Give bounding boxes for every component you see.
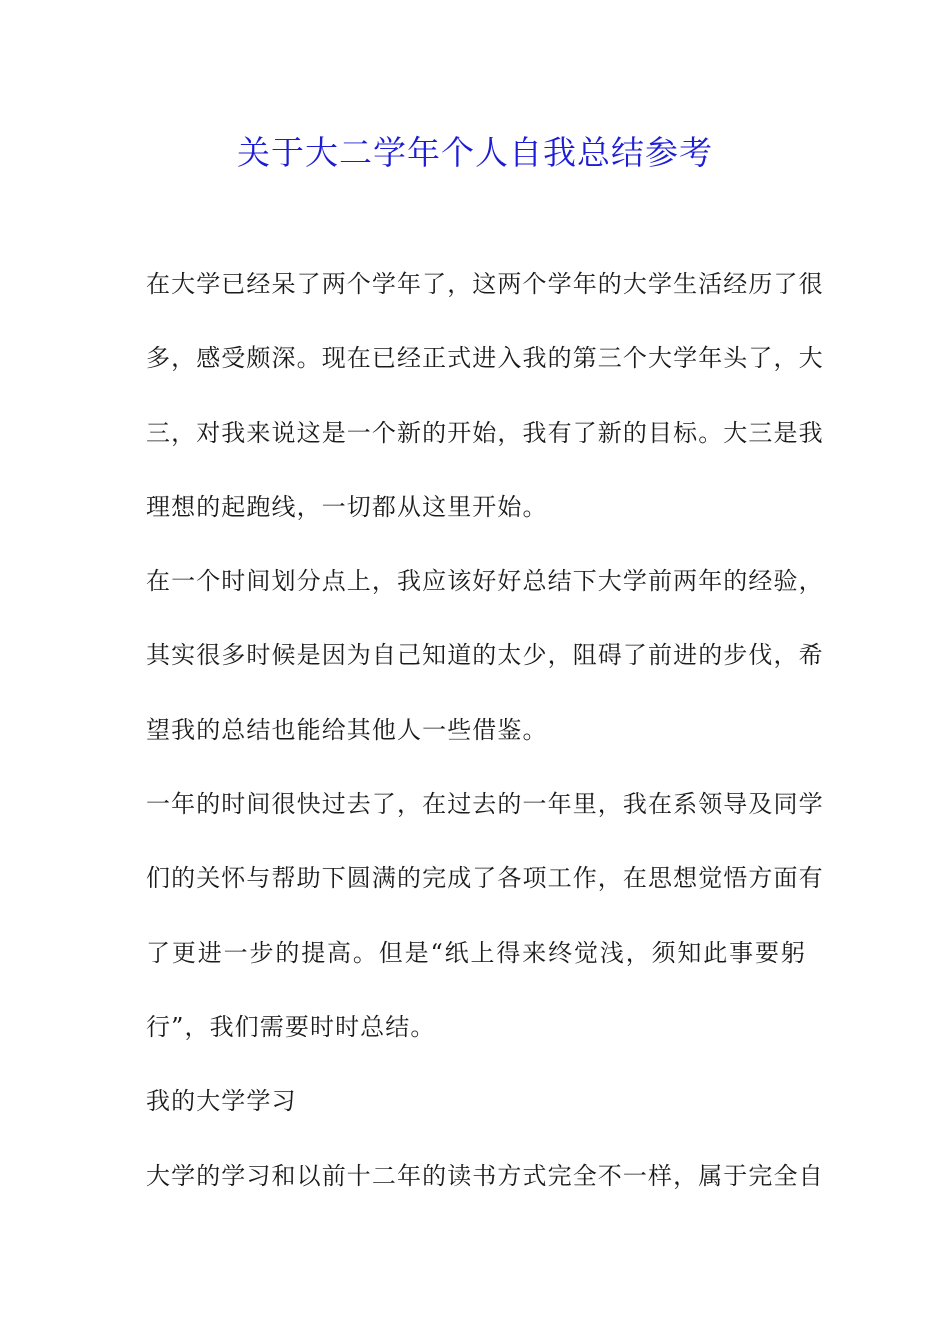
body-line: 三，对我来说这是一个新的开始，我有了新的目标。大三是我 — [146, 418, 824, 447]
body-line: 了更进一步的提高。但是“纸上得来终觉浅，须知此事要躬 — [146, 938, 806, 967]
body-line: 望我的总结也能给其他人一些借鉴。 — [146, 715, 548, 744]
body-line: 理想的起跑线，一切都从这里开始。 — [146, 492, 548, 521]
body-line: 一年的时间很快过去了，在过去的一年里，我在系领导及同学 — [146, 790, 824, 819]
body-line: 多，感受颇深。现在已经正式进入我的第三个大学年头了，大 — [146, 344, 824, 373]
section-heading: 我的大学学习 — [146, 1087, 297, 1116]
body-line: 在一个时间划分点上，我应该好好总结下大学前两年的经验， — [146, 567, 824, 596]
body-line: 行”，我们需要时时总结。 — [146, 1012, 436, 1041]
document-body — [146, 262, 824, 1228]
body-line: 在大学已经呆了两个学年了，这两个学年的大学生活经历了很 — [146, 270, 824, 298]
body-line: 们的关怀与帮助下圆满的完成了各项工作，在思想觉悟方面有 — [146, 864, 824, 893]
body-line: 其实很多时候是因为自己知道的太少，阻碍了前进的步伐，希 — [146, 641, 824, 670]
document-title: 关于大二学年个人自我总结参考 — [237, 133, 713, 172]
body-line: 大学的学习和以前十二年的读书方式完全不一样，属于完全自 — [146, 1161, 824, 1190]
